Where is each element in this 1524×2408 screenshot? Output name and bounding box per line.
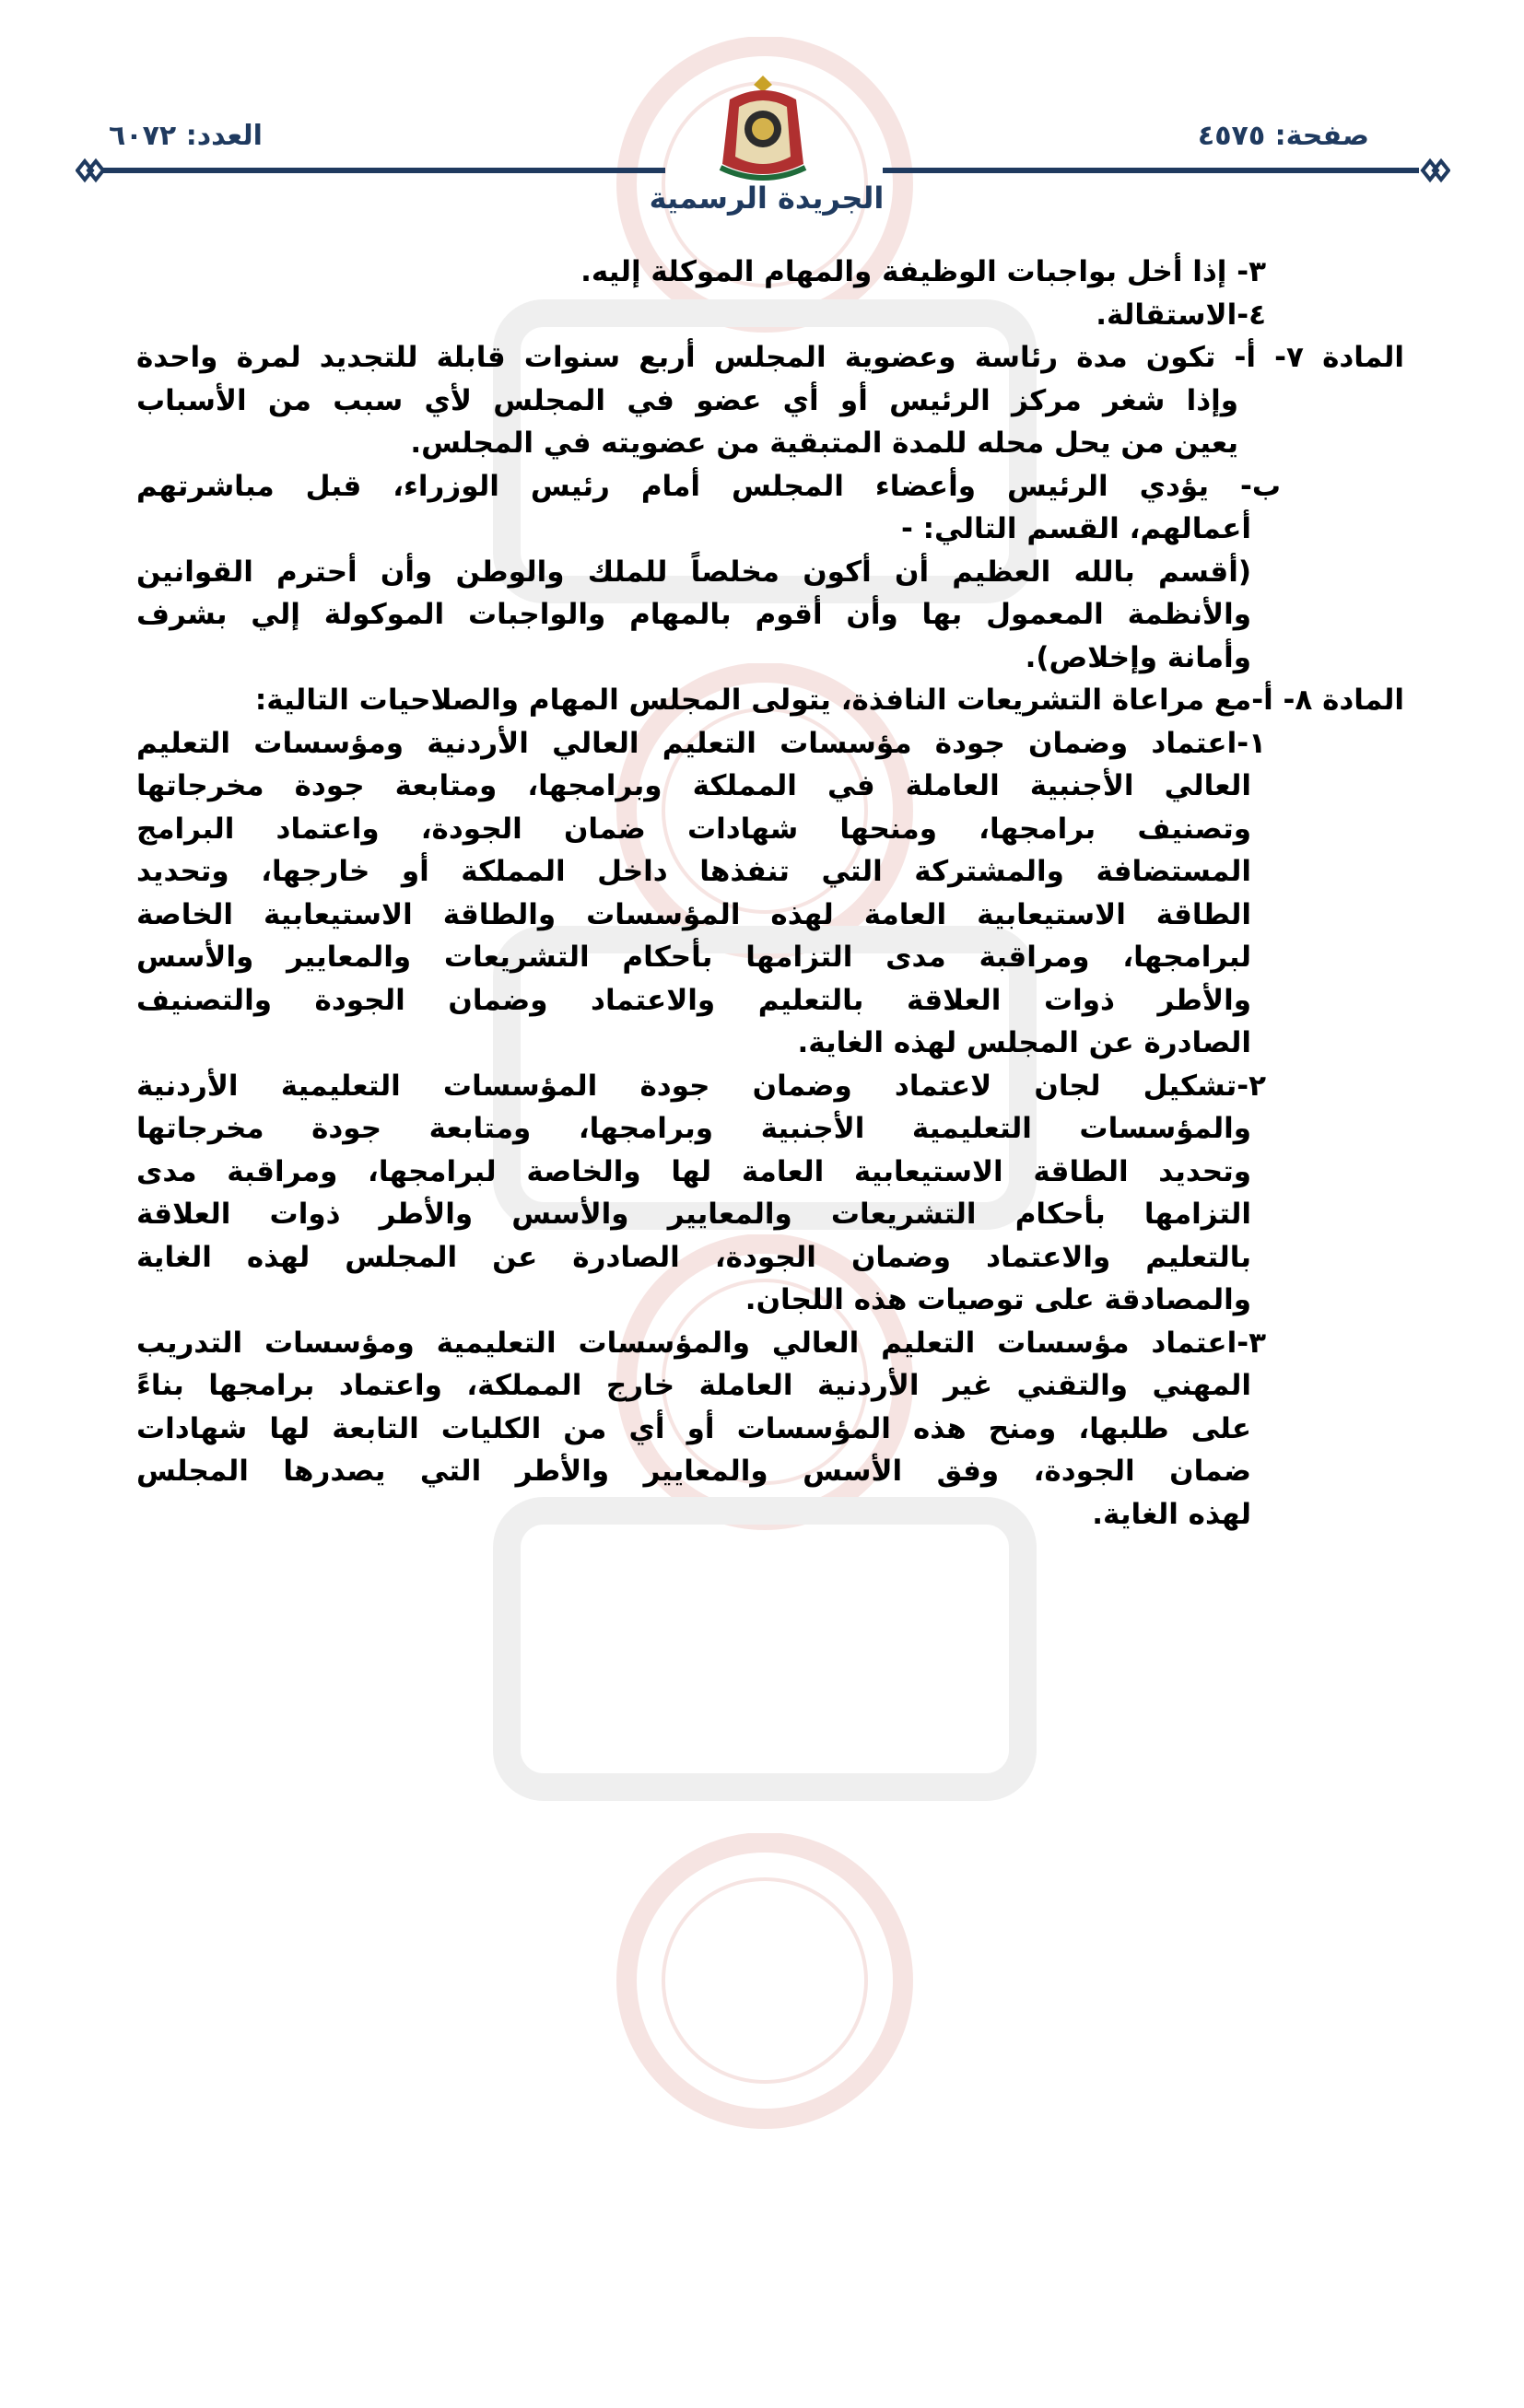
text-line: العالي الأجنبية العاملة في المملكة وبرامجها، ومتابعة جودة مخرجاتها (136, 769, 1251, 802)
text-line: والمؤسسات التعليمية الأجنبية وبرامجها، ومتابعة جودة مخرجاتها (136, 1112, 1251, 1145)
text-line: ضمان الجودة، وفق الأسس والمعايير والأطر التي يصدرها المجلس (136, 1455, 1251, 1488)
text-line: ٤-الاستقالة. (1096, 298, 1266, 332)
document-body (136, 251, 1404, 1536)
text-line: بالتعليم والاعتماد وضمان الجودة، الصادرة عن المجلس لهذه الغاية (136, 1240, 1251, 1274)
text-line: لبرامجها، ومراقبة مدى التزامها بأحكام التشريعات والمعايير والأسس (136, 941, 1251, 974)
text-line: يعين من يحل محله للمدة المتبقية من عضويته في المجلس. (410, 427, 1238, 460)
article-7-heading: المادة ٧- أ- تكون مدة رئاسة وعضوية المجلس أربع سنوات قابلة للتجديد لمرة واحدة (136, 341, 1404, 374)
text-line: وأمانة وإخلاص). (1025, 640, 1251, 674)
text-line: المهني والتقني غير الأردنية العاملة خارج المملكة، واعتماد برامجها بناءً (136, 1369, 1251, 1402)
text-line: ٣-اعتماد مؤسسات التعليم العالي والمؤسسات التعليمية ومؤسسات التدريب (136, 1326, 1266, 1360)
text-line: ٣- إذا أخل بواجبات الوظيفة والمهام الموكلة إليه. (580, 255, 1266, 288)
text-line: والأنظمة المعمول بها وأن أقوم بالمهام والواجبات الموكولة إلي بشرف (136, 598, 1251, 631)
article-8-heading: المادة ٨- أ-مع مراعاة التشريعات النافذة، يتولى المجلس المهام والصلاحيات التالية: (254, 684, 1404, 717)
gazette-title: الجريدة الرسمية (649, 181, 885, 216)
text-line: المستضافة والمشتركة التي تنفذها داخل المملكة أو خارجها، وتحديد (136, 855, 1251, 888)
text-line: والأطر ذوات العلاقة بالتعليم والاعتماد وضمان الجودة والتصنيف (136, 983, 1251, 1017)
page-number: صفحة: ٤٥٧٥ (1197, 120, 1369, 152)
text-line: والمصادقة على توصيات هذه اللجان. (744, 1283, 1251, 1316)
text-line: الصادرة عن المجلس لهذه الغاية. (797, 1026, 1251, 1059)
header-rule-right (883, 168, 1419, 173)
text-line: أعمالهم، القسم التالي: - (900, 512, 1251, 545)
text-line: ٢-تشكيل لجان لاعتماد وضمان جودة المؤسسات التعليمية الأردنية (136, 1069, 1266, 1103)
text-line: وتصنيف برامجها، ومنحها شهادات ضمان الجودة، واعتماد البرامج (136, 812, 1251, 846)
text-line: على طلبها، ومنح هذه المؤسسات أو أي من الكليات التابعة لها شهادات (136, 1411, 1251, 1445)
header-rule-left (103, 168, 665, 173)
text-line: لهذه الغاية. (1092, 1497, 1251, 1531)
text-line: (أقسم بالله العظيم أن أكون مخلصاً للملك والوطن وأن أحترم القوانين (136, 555, 1251, 589)
text-line: ب- يؤدي الرئيس وأعضاء المجلس أمام رئيس الوزراء، قبل مباشرتهم (136, 469, 1281, 503)
coat-of-arms-icon (711, 72, 815, 188)
text-line: وإذا شغر مركز الرئيس أو أي عضو في المجلس لأي سبب من الأسباب (136, 383, 1238, 417)
text-line: التزامها بأحكام التشريعات والمعايير والأسس والأطر ذوات العلاقة (136, 1198, 1251, 1231)
text-line: وتحديد الطاقة الاستيعابية العامة لها والخاصة لبرامجها، ومراقبة مدى (136, 1154, 1251, 1188)
text-line: الطاقة الاستيعابية العامة لهذه المؤسسات والطاقة الاستيعابية الخاصة (136, 897, 1251, 931)
text-line: ١-اعتماد وضمان جودة مؤسسات التعليم العالي الأردنية ومؤسسات التعليم (136, 726, 1266, 760)
watermark-logo (433, 1833, 1096, 2404)
issue-number: العدد: ٦٠٧٢ (109, 120, 263, 152)
